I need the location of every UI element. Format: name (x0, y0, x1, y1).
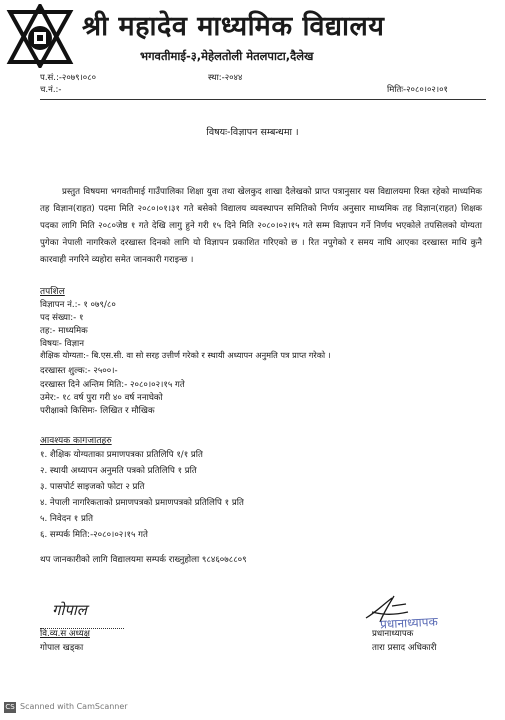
subject-line: विषयः-विज्ञापन सम्बन्धमा । (206, 127, 299, 138)
school-logo-icon (6, 4, 74, 68)
document-item: ६. सम्पर्क मिति:-२०८०।०२।१५ गते (40, 530, 148, 540)
document-item: ५. निवेदन १ प्रति (40, 514, 93, 524)
document-item: ३. पासपोर्ट साइजको फोटा २ प्रति (40, 482, 145, 492)
scanner-watermark: Scanned with CamScanner (20, 702, 128, 711)
established-year: स्था:-२०४४ (208, 73, 243, 83)
detail-line: परीक्षाको किसिमः- लिखित र मौखिक (40, 406, 155, 416)
dispatch-number: च.नं.:- (40, 85, 62, 95)
left-handwritten-signature: गोपाल (52, 601, 87, 619)
document-item: ४. नेपाली नागरिकताको प्रमाणपत्रको प्रमाणपत्रको प्रतिलिपि १ प्रति (40, 498, 244, 508)
left-signatory-name: गोपाल खड्का (40, 643, 84, 653)
detail-line: शैक्षिक योग्यता:- बि.एस.सी. वा सो सरह उत्तीर्ण गरेको र स्थायी अध्यापन अनुमति पत्र प्राप्त गरेको । (40, 350, 331, 360)
school-address: भगवतीमाई-३,मेहेलतोली मेतलपाटा,दैलेख (140, 49, 314, 63)
detail-line: उमेर:- १८ वर्ष पुरा गरी ४० वर्ष ननाघेको (40, 393, 163, 403)
right-signatory-name: तारा प्रसाद अधिकारी (372, 643, 437, 653)
documents-title: आवश्यक कागजातहरु (40, 436, 112, 446)
detail-line: विज्ञापन नं.:- १ ०७९/८० (40, 300, 116, 310)
left-signatory-role: वि.व्य.स अध्यक्ष (40, 629, 90, 639)
school-name: श्री महादेव माध्यमिक विद्यालय (82, 11, 385, 42)
detail-line: विषयः- विज्ञान (40, 339, 85, 349)
detail-line: तह:- माध्यमिक (40, 326, 88, 336)
principal-stamp: प्रधानाध्यापक (379, 614, 439, 632)
letter-date: मितिः-२०८०।०२।०१ (387, 85, 448, 95)
document-item: २. स्थायी अध्यापन अनुमति पत्रको प्रतिलिपि १ प्रति (40, 466, 197, 476)
body-paragraph: प्रस्तुत विषयमा भगवतीमाई गाउँपालिका शिक्षा युवा तथा खेलकुद शाखा दैलेखको प्राप्त पत्रानुसार यस विद्यालयमा रिक्त रहेको माध्यमिक तह विज्ञान(राहत) पदमा मिति २०८०।०१।३१ गते बसेको विद्यालय व्यवस्थापन समितिको निर्णय अनुसार माध्यमिक तह विज्ञान(राहत) शिक्षक पदका लागि मिति २०८०जेष्ठ १ गते देखि लागु हुने गरी १५ दिने मिति २०८०।०२।१५ गते सम्म विज्ञापन गर्ने निर्णय भएकोले तपसिलको योग्यता पुगेका नेपाली नागरिकले दरखास्त दिनको लागि यो विज्ञापन प्रकाशित गरिएको छ । रित नपुगेको र समय नाघि आएका दरखास्त माथि कुनै कारवाही नगरिने व्यहोरा समेत जानकारी गराइन्छ । (40, 187, 482, 265)
details-title: तपशिल (40, 287, 65, 297)
contact-line: थप जानकारीको लागि विद्यालयमा सम्पर्क राख्नुहोला ९८४६०७८८०९ (40, 555, 247, 565)
camscanner-logo-icon: CS (5, 703, 15, 711)
detail-line: दरखास्त दिने अन्तिम मिति:- २०८०।०२।१५ गते (40, 380, 185, 390)
header-divider (40, 99, 486, 100)
document-item: १. शैक्षिक योग्यताका प्रमाणपत्रका प्रतिलिपि १/१ प्रति (40, 450, 203, 460)
right-signatory-role: प्रधानाध्यापक (372, 629, 414, 639)
fiscal-year-ref: प.सं.:-२०७९।०८० (40, 73, 97, 83)
detail-line: दरखास्त शुल्क:- २५००।- (40, 366, 118, 376)
detail-line: पद संख्या:- १ (40, 313, 84, 323)
